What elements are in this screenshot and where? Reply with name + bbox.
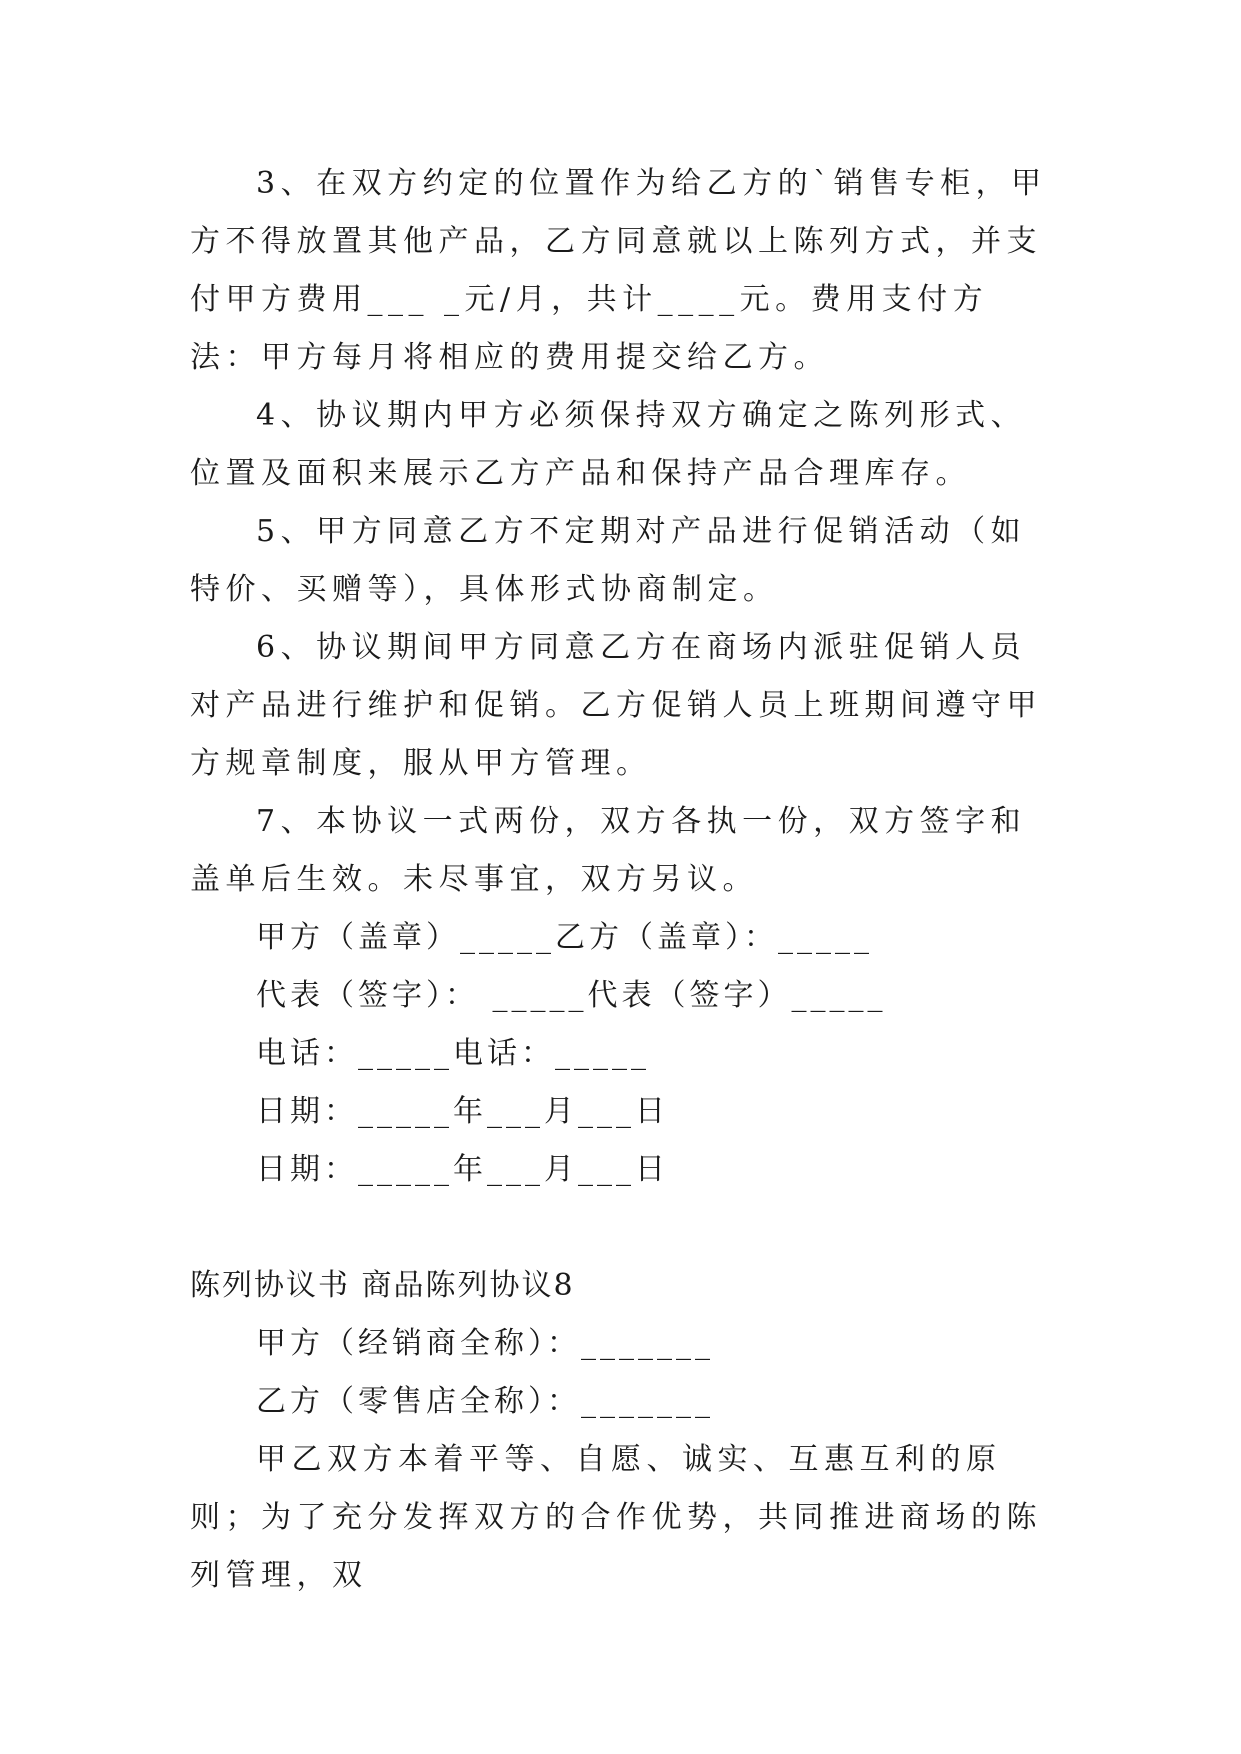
clause-7: 7、本协议一式两份，双方各执一份，双方签字和盖单后生效。未尽事宜，双方另议。: [190, 804, 1027, 897]
clause-3: 3、在双方约定的位置作为给乙方的`销售专柜，甲方不得放置其他产品，乙方同意就以上陈列方式，并支付甲方费用___ _元/月，共计____元。费用支付方法：甲方每月将相应的费用提交给乙方。: [190, 166, 1047, 375]
party-b-line: 乙方（零售店全称）：_______: [256, 1384, 714, 1419]
intro-paragraph: 甲乙双方本着平等、自愿、诚实、互惠互利的原则；为了充分发挥双方的合作优势，共同推进商场的陈列管理，双: [190, 1442, 1042, 1593]
section-heading: 陈列协议书 商品陈列协议8: [190, 1268, 575, 1303]
clause-6: 6、协议期间甲方同意乙方在商场内派驻促销人员对产品进行维护和促销。乙方促销人员上班期间遵守甲方规章制度，服从甲方管理。: [190, 630, 1042, 781]
signature-line-date-2: 日期：_____年___月___日: [256, 1152, 669, 1187]
clause-4: 4、协议期内甲方必须保持双方确定之陈列形式、位置及面积来展示乙方产品和保持产品合理库存。: [190, 398, 1027, 491]
clause-5: 5、甲方同意乙方不定期对产品进行促销活动（如特价、买赠等），具体形式协商制定。: [190, 514, 1027, 607]
signature-line-phone: 电话：_____电话：_____: [256, 1036, 650, 1071]
section-gap: [190, 1199, 1050, 1257]
signature-line-date-1: 日期：_____年___月___日: [256, 1094, 669, 1129]
party-a-line: 甲方（经销商全称）：_______: [256, 1326, 714, 1361]
signature-line-representative: 代表（签字）： _____代表（签字）_____: [256, 978, 887, 1013]
document-page: [190, 155, 1050, 1605]
signature-line-seal: 甲方（盖章）_____乙方（盖章）：_____: [256, 920, 873, 955]
